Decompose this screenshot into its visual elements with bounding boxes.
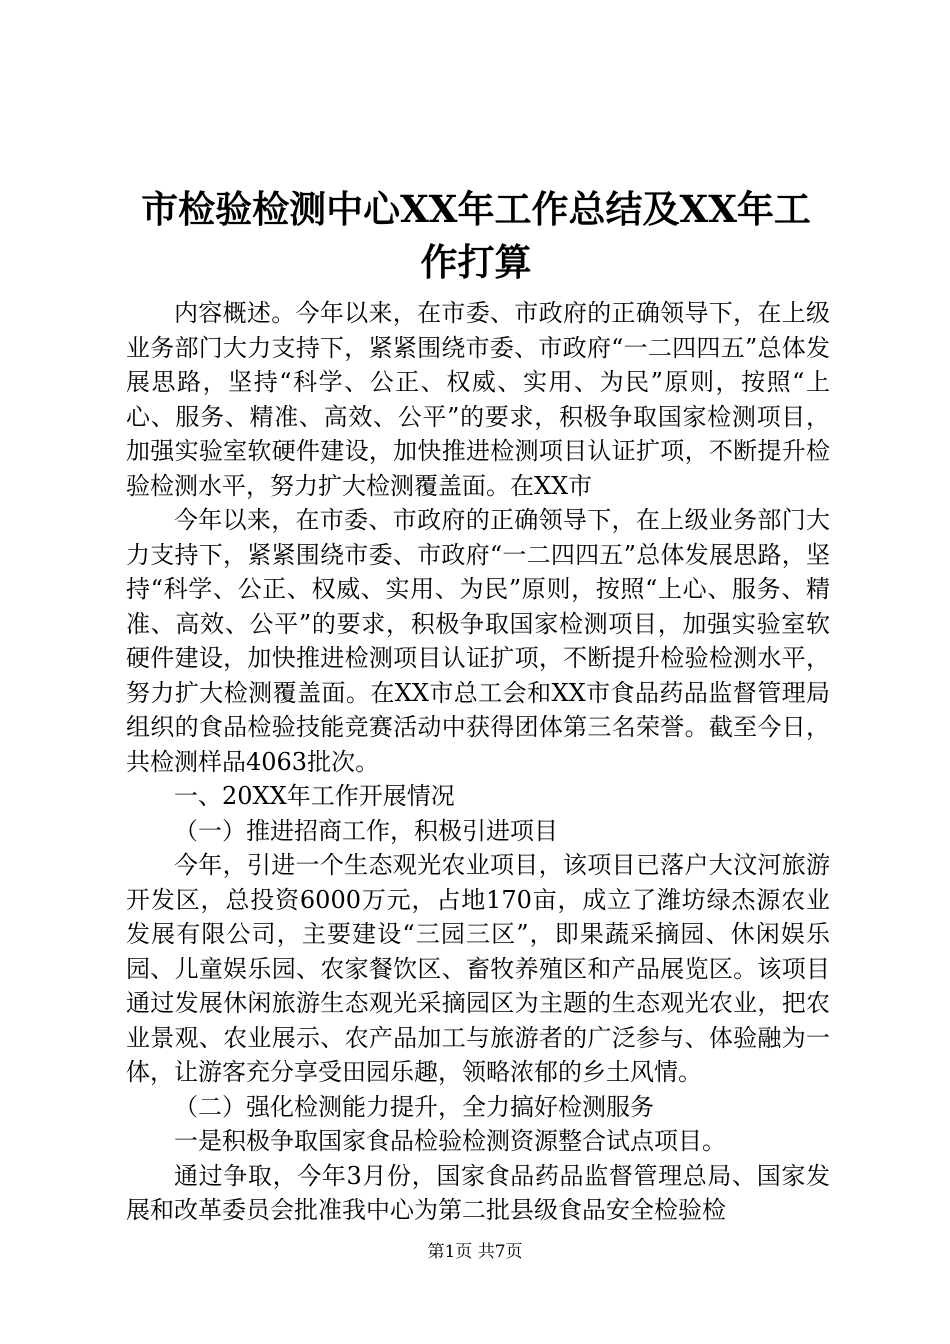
document-body: [126, 296, 830, 1228]
paragraph-summary: 内容概述。今年以来，在市委、市政府的正确领导下，在上级业务部门大力支持下，紧紧围绕市委、市政府“一二四四五”总体发展思路，坚持“科学、公正、权威、实用、为民”原则，按照“上心、服务、精准、高效、公平”的要求，积极争取国家检测项目，加强实验室软硬件建设，加快推进检测项目认证扩项，不断提升检验检测水平，努力扩大检测覆盖面。在XX市: [126, 299, 830, 500]
paragraph-point-1: 一是积极争取国家食品检验检测资源整合试点项目。: [174, 1127, 726, 1155]
document-title: 市检验检测中心XX年工作总结及XX年工作打算: [141, 187, 811, 284]
section-heading-1: 一、20XX年工作开展情况: [174, 782, 455, 810]
page-number-footer: 第1页 共7页: [427, 1242, 523, 1262]
subsection-heading-2: （二）强化检测能力提升，全力搞好检测服务: [174, 1092, 654, 1121]
subsection-heading-1: （一）推进招商工作，积极引进项目: [174, 816, 558, 845]
paragraph-project: 今年，引进一个生态观光农业项目，该项目已落户大汶河旅游开发区，总投资6000万元，占地170亩，成立了潍坊绿杰源农业发展有限公司，主要建设“三园三区”，即果蔬采摘园、休闲娱乐园、儿童娱乐园、农家餐饮区、畜牧养殖区和产品展览区。该项目通过发展休闲旅游生态观光采摘园区为主题的生态观光农业，把农业景观、农业展示、农产品加工与旅游者的广泛参与、体验融为一体，让游客充分享受田园乐趣，领略浓郁的乡土风情。: [126, 851, 830, 1086]
paragraph-approval: 通过争取，今年3月份，国家食品药品监督管理总局、国家发展和改革委员会批准我中心为第二批县级食品安全检验检: [126, 1161, 830, 1224]
paragraph-intro: 今年以来，在市委、市政府的正确领导下，在上级业务部门大力支持下，紧紧围绕市委、市政府“一二四四五”总体发展思路，坚持“科学、公正、权威、实用、为民”原则，按照“上心、服务、精准、高效、公平”的要求，积极争取国家检测项目，加强实验室软硬件建设，加快推进检测项目认证扩项，不断提升检验检测水平，努力扩大检测覆盖面。在XX市总工会和XX市食品药品监督管理局组织的食品检验技能竞赛活动中获得团体第三名荣誉。截至今日，共检测样品4063批次。: [126, 506, 830, 776]
